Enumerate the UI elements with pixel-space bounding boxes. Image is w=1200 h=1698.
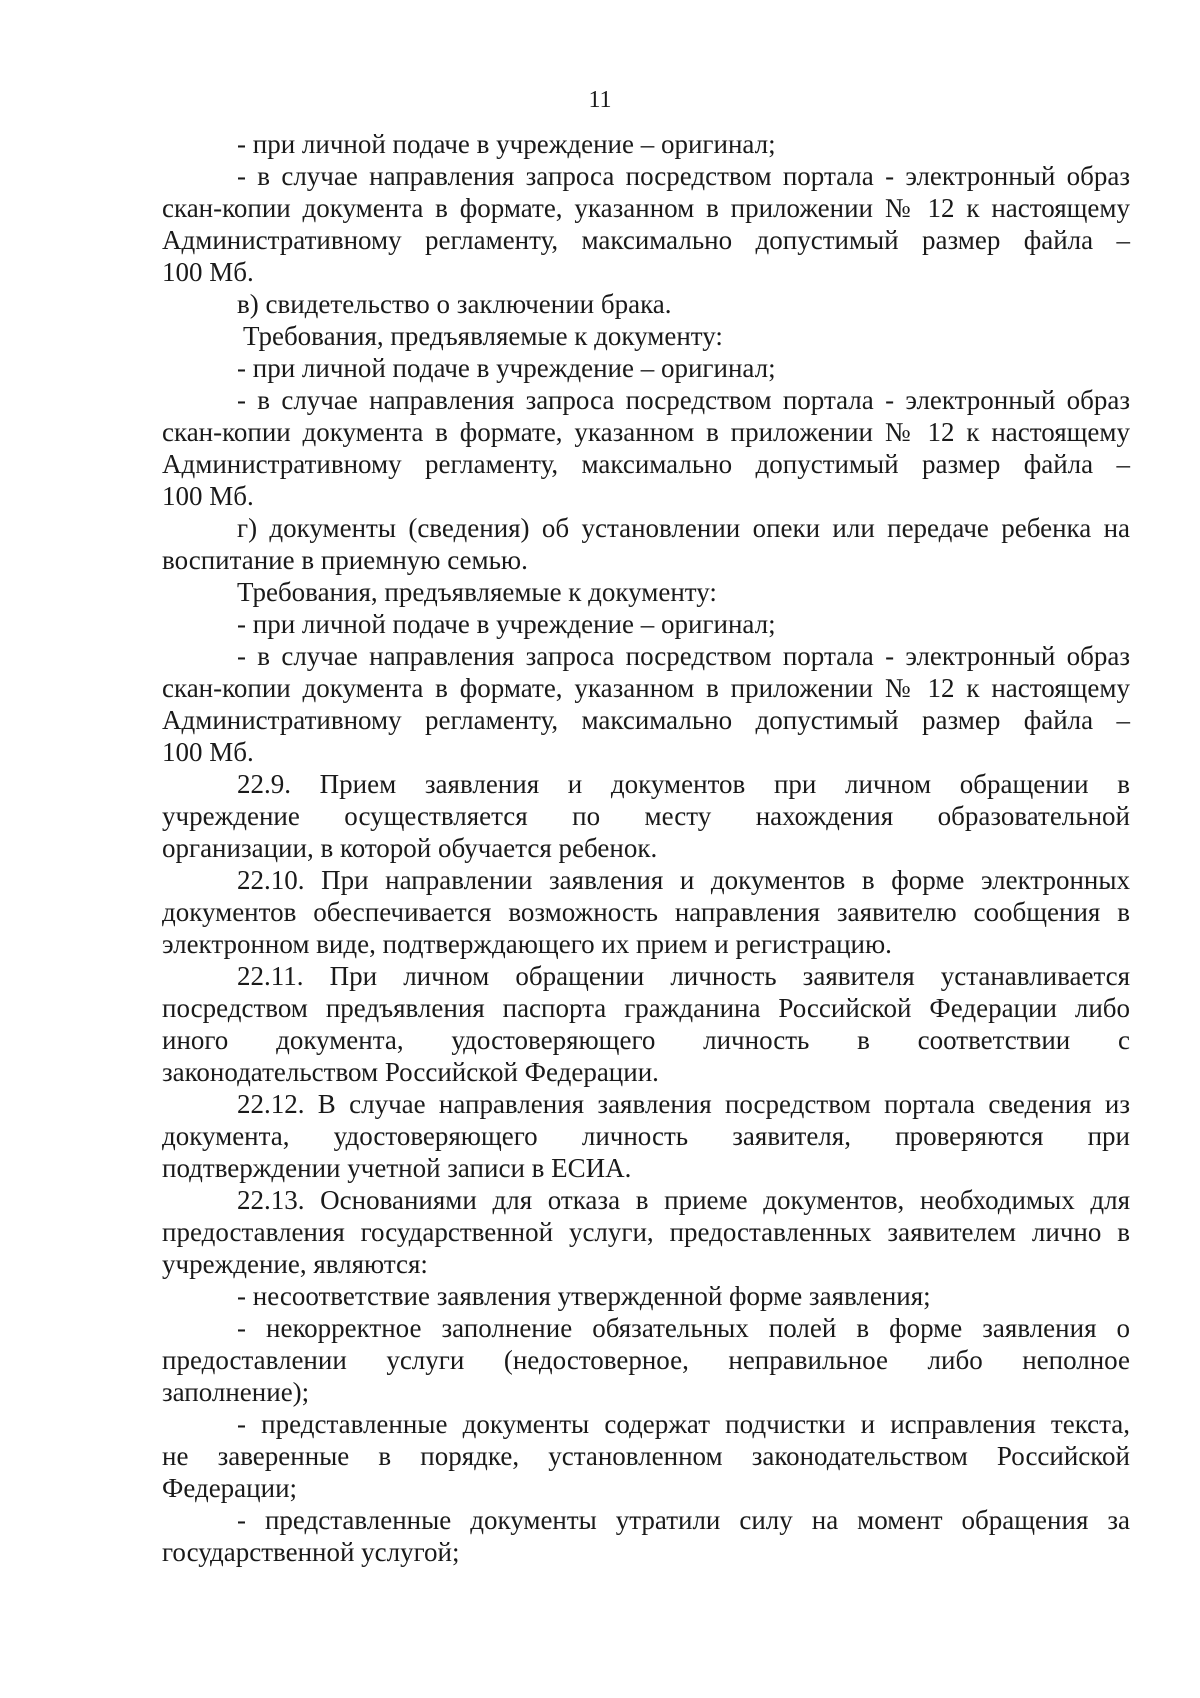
text-line: скан-копии документа в формате, указанном в приложении № 12 к настоящему [162,673,1130,703]
text-line: воспитание в приемную семью. [162,545,528,575]
text-line: 22.12. В случае направления заявления посредством портала сведения из [237,1089,1130,1119]
text-line: - при личной подаче в учреждение – оригинал; [237,353,776,383]
page-number: 11 [588,87,612,113]
text-line: - в случае направления запроса посредством портала - электронный образ [237,161,1130,191]
text-line: - представленные документы содержат подчистки и исправления текста, [237,1409,1130,1439]
text-line: в) свидетельство о заключении брака. [237,289,672,319]
text-line: документа, удостоверяющего личность заявителя, проверяются при [162,1121,1130,1151]
text-line: - представленные документы утратили силу на момент обращения за [237,1505,1130,1535]
text-line: 100 Мб. [162,257,254,287]
text-line: предоставлении услуги (недостоверное, неправильное либо неполное [162,1345,1130,1375]
text-line: посредством предъявления паспорта гражданина Российской Федерации либо [162,993,1130,1023]
text-line: учреждение, являются: [162,1249,428,1279]
text-line: скан-копии документа в формате, указанном в приложении № 12 к настоящему [162,193,1130,223]
text-line: 22.11. При личном обращении личность заявителя устанавливается [237,961,1130,991]
text-line: государственной услугой; [162,1537,460,1567]
text-line: предоставления государственной услуги, предоставленных заявителем лично в [162,1217,1130,1247]
text-line: организации, в которой обучается ребенок. [162,833,658,863]
text-line: Федерации; [162,1473,298,1503]
text-line: подтверждении учетной записи в ЕСИА. [162,1153,632,1183]
text-line: 100 Мб. [162,481,254,511]
text-line: г) документы (сведения) об установлении опеки или передаче ребенка на [237,513,1130,543]
text-line: 100 Мб. [162,737,254,767]
text-line: 22.10. При направлении заявления и документов в форме электронных [237,865,1130,895]
text-line: заполнение); [162,1377,310,1407]
text-line: учреждение осуществляется по месту нахождения образовательной [162,801,1130,831]
document-body [162,128,1130,1568]
text-line: 22.9. Прием заявления и документов при личном обращении в [237,769,1130,799]
text-line: 22.13. Основаниями для отказа в приеме документов, необходимых для [237,1185,1130,1215]
text-line: Требования, предъявляемые к документу: [237,577,717,607]
text-line: Административному регламенту, максимально допустимый размер файла – [162,225,1130,255]
text-line: - некорректное заполнение обязательных полей в форме заявления о [237,1313,1130,1343]
text-line: - в случае направления запроса посредством портала - электронный образ [237,641,1130,671]
text-line: иного документа, удостоверяющего личность в соответствии с [162,1025,1130,1055]
text-line: - в случае направления запроса посредством портала - электронный образ [237,385,1130,415]
text-line: не заверенные в порядке, установленном законодательством Российской [162,1441,1130,1471]
text-line: скан-копии документа в формате, указанном в приложении № 12 к настоящему [162,417,1130,447]
text-line: электронном виде, подтверждающего их прием и регистрацию. [162,929,892,959]
text-line: Административному регламенту, максимально допустимый размер файла – [162,449,1130,479]
text-line: - при личной подаче в учреждение – оригинал; [237,129,776,159]
text-line: Требования, предъявляемые к документу: [243,321,723,351]
text-line: документов обеспечивается возможность направления заявителю сообщения в [162,897,1130,927]
text-line: - несоответствие заявления утвержденной форме заявления; [237,1281,931,1311]
text-line: Административному регламенту, максимально допустимый размер файла – [162,705,1130,735]
text-line: законодательством Российской Федерации. [162,1057,659,1087]
text-line: - при личной подаче в учреждение – оригинал; [237,609,776,639]
